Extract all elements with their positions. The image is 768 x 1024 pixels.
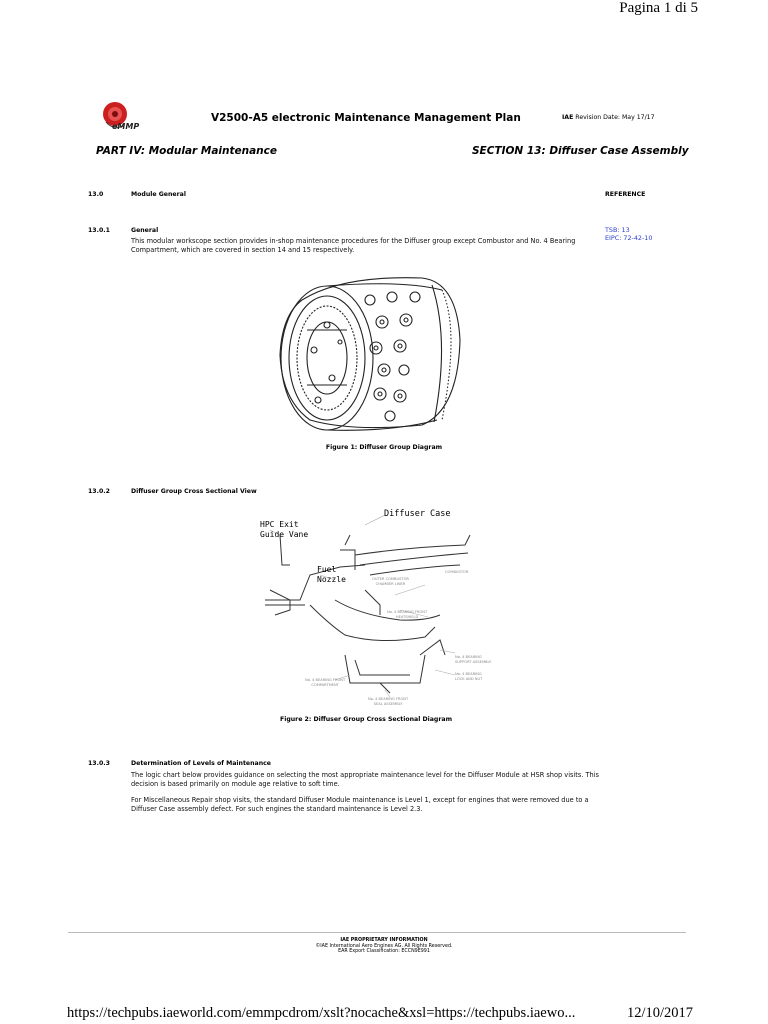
label-seal [368, 697, 408, 707]
label-lock-2: LOCK AND NUT [455, 677, 483, 681]
section-heading-general: General [131, 227, 159, 234]
footer-block [0, 938, 768, 955]
label-heatshield-2: HEATSHIELD [395, 615, 419, 619]
label-guide-vane: Guide Vane [260, 530, 309, 539]
print-date: 12/10/2017 [627, 1005, 694, 1021]
figure1-caption: Figure 1: Diffuser Group Diagram [325, 444, 443, 451]
logo-text: eMMP [112, 122, 140, 131]
reference-header: REFERENCE [605, 191, 646, 198]
footer-proprietary: IAE PROPRIETARY INFORMATION [340, 938, 428, 943]
label-support-2: SUPPORT ASSEMBLY [455, 660, 492, 664]
label-fuel: Fuel [317, 565, 337, 574]
section-heading-levels: Determination of Levels of Maintenance [131, 760, 271, 767]
section-number-13-0-2: 13.0.2 [88, 488, 110, 495]
label-outer-liner-1: OUTER COMBUSTOR [372, 577, 409, 581]
figure2-caption: Figure 2: Diffuser Group Cross Sectional Diagram [279, 716, 453, 723]
section-number-13-0-3: 13.0.3 [88, 760, 110, 767]
label-seal-2: SEAL ASSEMBLY [373, 702, 403, 706]
section-number-13-0-1: 13.0.1 [88, 227, 110, 234]
revision-info [562, 114, 655, 121]
label-support [455, 655, 491, 665]
general-paragraph: This modular workscope section provides in-shop maintenance procedures for the Diffuser group except Combustor and No. 4 Bearing Compartment, which are covered in section 14 and 15 respectively. [131, 237, 576, 254]
tsb-link[interactable]: TSB: 13 [605, 226, 630, 234]
label-lock [455, 672, 482, 682]
label-outer-liner [372, 577, 409, 587]
label-support-1: No. 4 BEARING [455, 655, 482, 659]
label-compartment [305, 678, 345, 688]
section-number-13-0: 13.0 [88, 191, 104, 198]
revision-date: Revision Date: May 17/17 [575, 114, 655, 121]
label-combustor: COMBUSTOR [445, 570, 469, 574]
document-title: V2500-A5 electronic Maintenance Management Plan [211, 112, 521, 124]
section-heading-cross-section: Diffuser Group Cross Sectional View [131, 488, 257, 495]
label-lock-1: No. 4 BEARING [455, 672, 482, 676]
label-compartment-2: COMPARTMENT [311, 683, 339, 687]
levels-paragraph-2: For Miscellaneous Repair shop visits, the standard Diffuser Module maintenance is Level 1, except for engines that were removed due to a Diffuser Case assembly defect. For such engines the standard maintenance is Level 2.3. [131, 796, 589, 813]
label-nozzle: Nozzle [317, 575, 346, 584]
footer-copyright: ©IAE International Aero Engines AG. All Rights Reserved. [315, 943, 453, 949]
levels-paragraph-1: The logic chart below provides guidance on selecting the most appropriate maintenance level for the Diffuser Module at HSR shop visits. This decision is based primarily on module age relative to soft time. [131, 771, 599, 788]
footer-rule [68, 932, 686, 933]
label-compartment-1: No. 4 BEARING FRONT [305, 678, 346, 682]
footer-export: EAR Export Classification: ECCN9E991 [338, 949, 430, 955]
eipc-link[interactable]: EIPC: 72-42-10 [605, 234, 653, 242]
label-hpc-exit: HPC Exit [260, 520, 299, 529]
label-heatshield-1: No. 4 BEARING FRONT [387, 610, 428, 614]
label-outer-liner-2: CHAMBER LINER [375, 582, 406, 586]
diffuser-group-diagram [272, 270, 462, 435]
print-url: https://techpubs.iaeworld.com/emmpcdrom/xslt?nocache&xsl=https://techpubs.iaewo... [67, 1005, 576, 1021]
section-title: SECTION 13: Diffuser Case Assembly [472, 145, 689, 157]
page-count: Pagina 1 di 5 [619, 0, 698, 16]
iae-label: IAE [562, 114, 574, 121]
label-heatshield [387, 610, 427, 620]
label-seal-1: No. 4 BEARING FRONT [368, 697, 409, 701]
part-title: PART IV: Modular Maintenance [96, 145, 278, 157]
section-heading-module-general: Module General [131, 191, 186, 198]
label-diffuser-case: Diffuser Case [384, 509, 451, 519]
